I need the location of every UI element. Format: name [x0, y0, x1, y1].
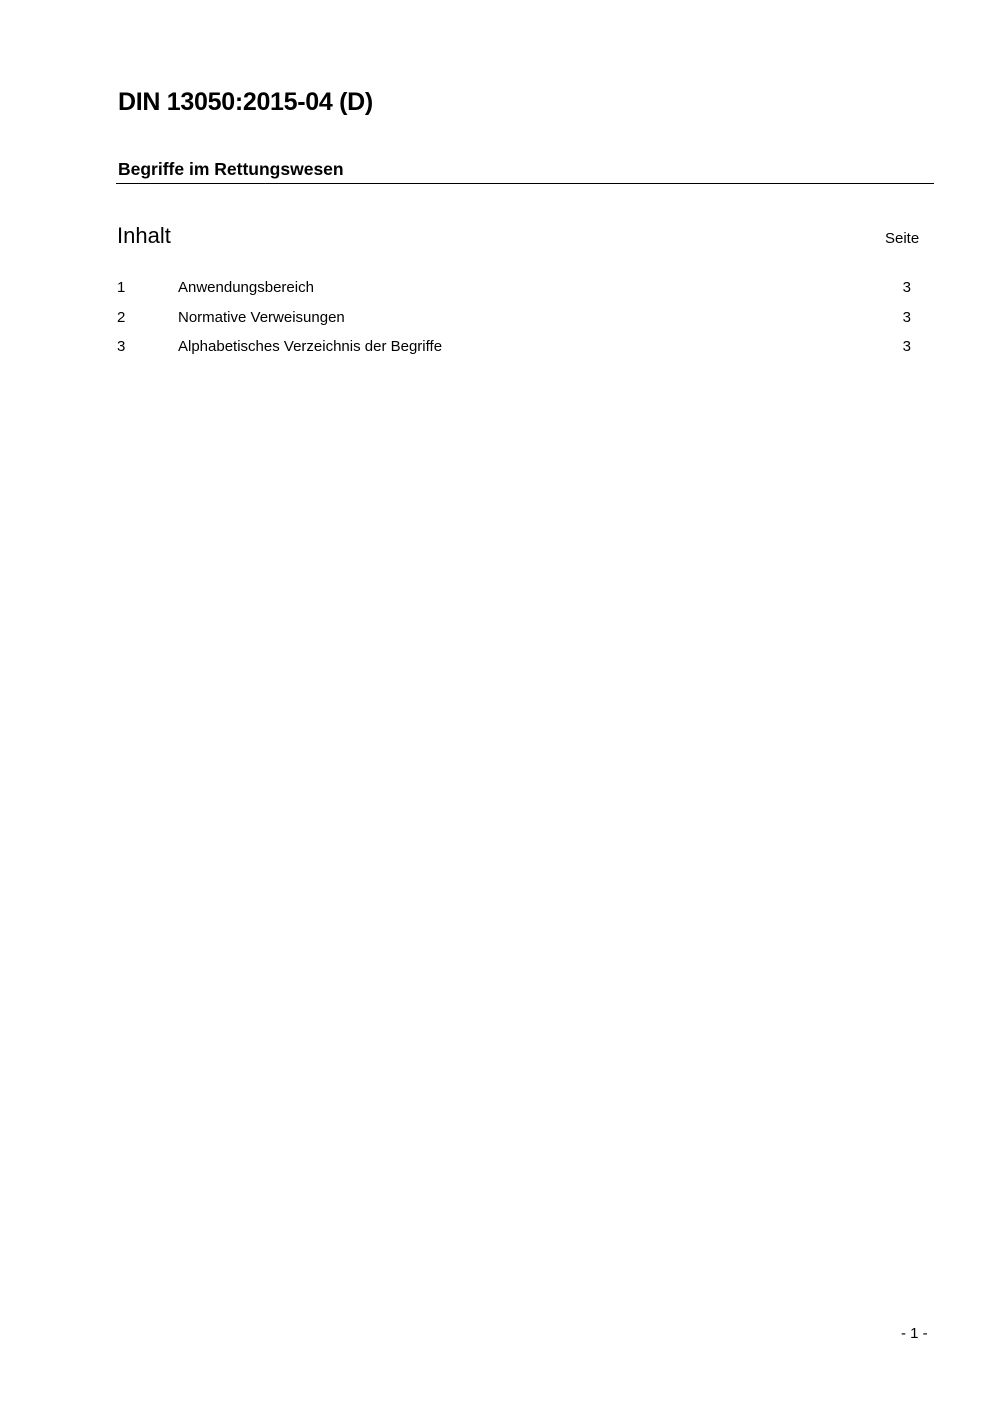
toc-entry-number: 2 — [117, 308, 126, 326]
document-title: DIN 13050:2015-04 (D) — [118, 88, 373, 116]
toc-entry[interactable] — [117, 309, 911, 339]
toc-page-column-label: Seite — [885, 230, 920, 247]
toc-entry[interactable] — [117, 279, 911, 309]
toc-entry-number: 1 — [117, 279, 126, 296]
toc-entry-number: 3 — [117, 338, 126, 355]
toc-entry-label: Anwendungsbereich — [178, 279, 317, 297]
toc-entry-page: 3 — [902, 308, 911, 326]
document-subtitle: Begriffe im Rettungswesen — [118, 159, 344, 179]
toc-entry-label: Normative Verweisungen — [178, 309, 348, 327]
toc-entry-page: 3 — [902, 279, 911, 296]
toc-entry-page: 3 — [902, 338, 911, 355]
page-number: - 1 - — [901, 1325, 928, 1342]
toc-heading: Inhalt — [117, 223, 171, 248]
table-of-contents — [117, 279, 911, 368]
toc-entry[interactable] — [117, 338, 911, 368]
toc-entry-label: Alphabetisches Verzeichnis der Begriffe — [178, 338, 445, 356]
subtitle-divider — [116, 183, 934, 184]
